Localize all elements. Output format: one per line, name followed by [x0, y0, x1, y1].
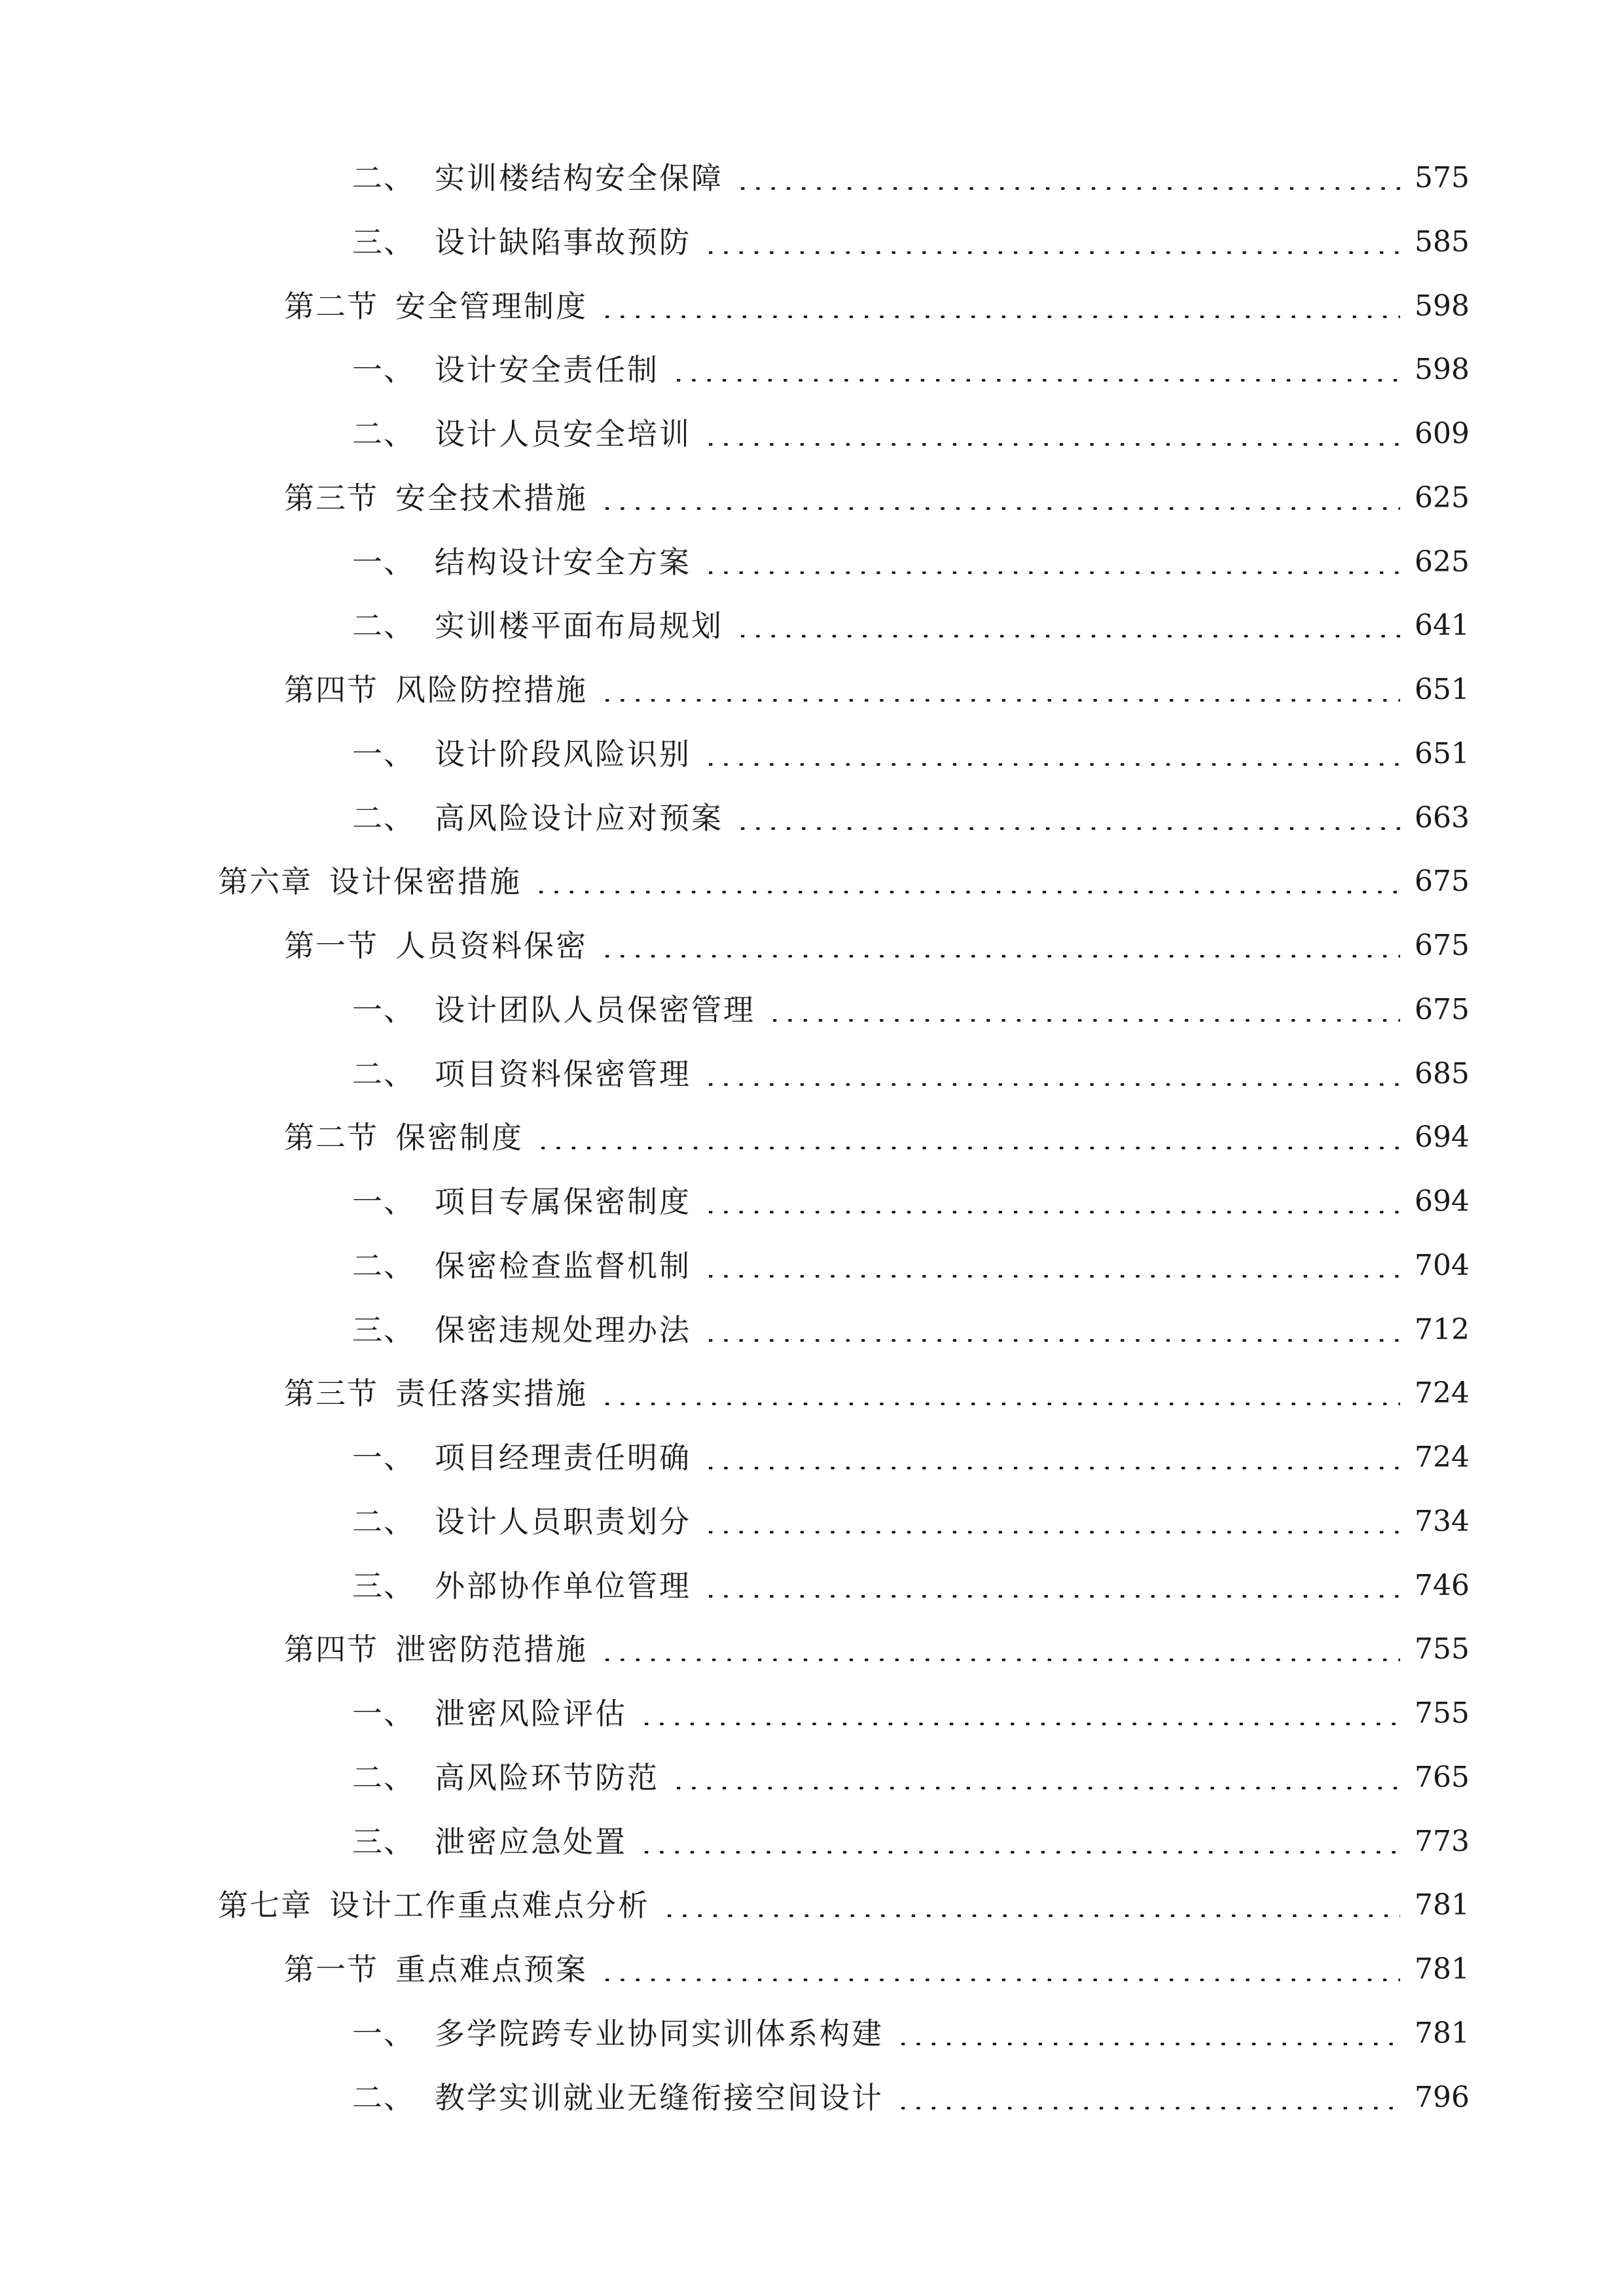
toc-dot-leader — [703, 1083, 1400, 1086]
toc-page-number: 781 — [1415, 1888, 1470, 1922]
toc-dot-leader — [703, 251, 1400, 254]
toc-entry-title: 泄密风险评估 — [435, 1696, 627, 1731]
toc-page-number: 781 — [1415, 2017, 1470, 2050]
toc-entry-title: 高风险设计应对预案 — [435, 800, 723, 836]
toc-entry-title: 设计人员职责划分 — [435, 1504, 691, 1539]
toc-subsection-entry[interactable] — [352, 1175, 1470, 1228]
toc-entry-title: 安全管理制度 — [395, 289, 588, 324]
toc-dot-leader — [703, 1211, 1400, 1213]
toc-entry-title: 重点难点预案 — [395, 1952, 588, 1987]
toc-subsection-entry[interactable] — [352, 792, 1470, 844]
toc-entry-number: 二、 — [352, 1760, 415, 1795]
toc-dot-leader — [767, 1019, 1400, 1022]
toc-page-number: 781 — [1415, 1952, 1470, 1986]
toc-entry-number: 第二节 — [284, 289, 378, 324]
toc-entry-number: 第三节 — [284, 480, 378, 516]
toc-dot-leader — [600, 1659, 1400, 1661]
toc-entry-number: 三、 — [352, 224, 415, 260]
toc-entry-title: 设计保密措施 — [329, 864, 522, 899]
toc-section-entry[interactable] — [284, 664, 1470, 716]
toc-dot-leader — [703, 443, 1400, 446]
toc-entry-number: 第四节 — [284, 1632, 378, 1667]
toc-page-number: 755 — [1415, 1632, 1470, 1666]
toc-entry-number: 第一节 — [284, 1952, 378, 1987]
toc-page-number: 675 — [1415, 865, 1470, 898]
toc-subsection-entry[interactable] — [352, 600, 1470, 652]
toc-entry-title: 设计工作重点难点分析 — [329, 1888, 650, 1923]
toc-page-number: 625 — [1415, 481, 1470, 514]
toc-page-number: 765 — [1415, 1761, 1470, 1794]
toc-entry-title: 项目经理责任明确 — [435, 1440, 691, 1475]
toc-page-number: 685 — [1415, 1057, 1470, 1090]
toc-entry-number: 二、 — [352, 416, 415, 452]
toc-dot-leader — [535, 1147, 1400, 1149]
toc-entry-number: 二、 — [352, 608, 415, 643]
toc-dot-leader — [735, 827, 1400, 830]
toc-subsection-entry[interactable] — [352, 1431, 1470, 1484]
toc-subsection-entry[interactable] — [352, 1687, 1470, 1740]
toc-dot-leader — [703, 763, 1400, 766]
toc-page-number: 746 — [1415, 1569, 1470, 1602]
toc-page-number: 609 — [1415, 417, 1470, 450]
toc-page-number: 712 — [1415, 1313, 1470, 1346]
toc-page-number: 575 — [1415, 161, 1470, 194]
toc-page-number: 755 — [1415, 1696, 1470, 1730]
toc-entry-title: 项目专属保密制度 — [435, 1184, 691, 1219]
toc-entry-number: 一、 — [352, 1440, 415, 1475]
toc-page-number: 641 — [1415, 609, 1470, 642]
toc-entry-title: 教学实训就业无缝衔接空间设计 — [435, 2080, 884, 2115]
toc-entry-title: 外部协作单位管理 — [435, 1568, 691, 1604]
toc-entry-number: 第三节 — [284, 1376, 378, 1411]
toc-dot-leader — [639, 1723, 1400, 1725]
toc-entry-number: 三、 — [352, 1568, 415, 1604]
toc-entry-number: 第七章 — [218, 1888, 312, 1923]
toc-entry-number: 一、 — [352, 1696, 415, 1731]
toc-subsection-entry[interactable] — [352, 984, 1470, 1036]
toc-entry-number: 第二节 — [284, 1120, 378, 1155]
toc-dot-leader — [703, 571, 1400, 574]
toc-subsection-entry[interactable] — [352, 216, 1470, 268]
toc-subsection-entry[interactable] — [352, 536, 1470, 588]
toc-page-number: 651 — [1415, 673, 1470, 706]
toc-dot-leader — [662, 1914, 1400, 1917]
toc-entry-number: 二、 — [352, 1248, 415, 1283]
toc-dot-leader — [600, 1979, 1400, 1981]
toc-dot-leader — [600, 955, 1400, 958]
toc-subsection-entry[interactable] — [352, 1751, 1470, 1804]
toc-dot-leader — [735, 187, 1400, 190]
toc-dot-leader — [671, 1787, 1400, 1789]
toc-dot-leader — [600, 315, 1400, 318]
toc-entry-title: 项目资料保密管理 — [435, 1056, 691, 1092]
toc-dot-leader — [671, 379, 1400, 382]
toc-page-number: 675 — [1415, 993, 1470, 1026]
toc-entry-title: 人员资料保密 — [395, 928, 588, 963]
toc-entry-number: 三、 — [352, 1312, 415, 1348]
toc-entry-title: 多学院跨专业协同实训体系构建 — [435, 2016, 884, 2051]
toc-entry-number: 一、 — [352, 736, 415, 772]
toc-subsection-entry[interactable] — [352, 2007, 1470, 2060]
toc-page-number: 734 — [1415, 1505, 1470, 1538]
toc-page-number: 625 — [1415, 545, 1470, 579]
toc-subsection-entry[interactable] — [352, 408, 1470, 460]
toc-page-number: 796 — [1415, 2081, 1470, 2114]
toc-entry-number: 第六章 — [218, 864, 312, 899]
toc-entry-number: 二、 — [352, 160, 415, 196]
toc-entry-title: 风险防控措施 — [395, 672, 588, 708]
toc-subsection-entry[interactable] — [352, 1816, 1470, 1868]
toc-entry-number: 一、 — [352, 352, 415, 387]
toc-subsection-entry[interactable] — [352, 1240, 1470, 1292]
toc-page-number: 704 — [1415, 1249, 1470, 1282]
toc-subsection-entry[interactable] — [352, 344, 1470, 396]
toc-page-number: 724 — [1415, 1376, 1470, 1410]
toc-entry-title: 设计团队人员保密管理 — [435, 992, 755, 1028]
toc-entry-number: 二、 — [352, 1504, 415, 1539]
toc-subsection-entry[interactable] — [352, 1496, 1470, 1548]
toc-page-number: 598 — [1415, 289, 1470, 323]
toc-entry-number: 三、 — [352, 1824, 415, 1859]
toc-page-number: 675 — [1415, 929, 1470, 962]
toc-entry-title: 保密违规处理办法 — [435, 1312, 691, 1348]
toc-subsection-entry[interactable] — [352, 1560, 1470, 1612]
toc-dot-leader — [735, 635, 1400, 637]
toc-entry-title: 安全技术措施 — [395, 480, 588, 516]
toc-page-number: 773 — [1415, 1825, 1470, 1858]
toc-page-number: 663 — [1415, 801, 1470, 834]
toc-chapter-entry[interactable] — [218, 1879, 1470, 1931]
toc-entry-number: 一、 — [352, 545, 415, 580]
toc-entry-number: 二、 — [352, 1056, 415, 1092]
toc-dot-leader — [639, 1851, 1400, 1854]
toc-dot-leader — [895, 2107, 1400, 2109]
toc-entry-number: 一、 — [352, 1184, 415, 1219]
toc-dot-leader — [600, 699, 1400, 702]
toc-dot-leader — [703, 1595, 1400, 1598]
toc-page-number: 694 — [1415, 1121, 1470, 1154]
toc-entry-number: 一、 — [352, 2016, 415, 2051]
toc-entry-title: 结构设计安全方案 — [435, 545, 691, 580]
toc-section-entry[interactable] — [284, 472, 1470, 524]
toc-dot-leader — [703, 1467, 1400, 1469]
toc-page-number: 585 — [1415, 225, 1470, 259]
toc-entry-number: 二、 — [352, 2080, 415, 2115]
toc-entry-title: 设计阶段风险识别 — [435, 736, 691, 772]
toc-entry-title: 实训楼平面布局规划 — [435, 608, 723, 643]
toc-subsection-entry[interactable] — [352, 1304, 1470, 1356]
toc-page-number: 724 — [1415, 1441, 1470, 1474]
toc-subsection-entry[interactable] — [352, 2072, 1470, 2124]
toc-entry-number: 二、 — [352, 800, 415, 836]
toc-entry-title: 设计人员安全培训 — [435, 416, 691, 452]
toc-entry-number: 第一节 — [284, 928, 378, 963]
toc-dot-leader — [703, 1275, 1400, 1278]
toc-entry-title: 保密制度 — [395, 1120, 524, 1155]
toc-section-entry[interactable] — [284, 1943, 1470, 1996]
toc-entry-title: 实训楼结构安全保障 — [435, 160, 723, 196]
toc-entry-title: 泄密防范措施 — [395, 1632, 588, 1667]
toc-subsection-entry[interactable] — [352, 1048, 1470, 1100]
toc-section-entry[interactable] — [284, 280, 1470, 332]
toc-dot-leader — [600, 507, 1400, 510]
toc-subsection-entry[interactable] — [352, 152, 1470, 204]
toc-dot-leader — [895, 2043, 1400, 2045]
toc-dot-leader — [703, 1531, 1400, 1534]
toc-entry-title: 高风险环节防范 — [435, 1760, 659, 1795]
toc-section-entry[interactable] — [284, 1623, 1470, 1676]
toc-entry-title: 责任落实措施 — [395, 1376, 588, 1411]
toc-page-number: 694 — [1415, 1185, 1470, 1218]
toc-section-entry[interactable] — [284, 1367, 1470, 1420]
toc-dot-leader — [533, 891, 1400, 893]
toc-dot-leader — [600, 1403, 1400, 1405]
toc-entry-title: 保密检查监督机制 — [435, 1248, 691, 1283]
toc-entry-number: 第四节 — [284, 672, 378, 708]
toc-page-number: 651 — [1415, 737, 1470, 770]
toc-chapter-entry[interactable] — [218, 855, 1470, 908]
toc-entry-number: 一、 — [352, 992, 415, 1028]
toc-entry-title: 设计缺陷事故预防 — [435, 224, 691, 260]
toc-section-entry[interactable] — [284, 920, 1470, 972]
toc-section-entry[interactable] — [284, 1111, 1470, 1164]
toc-entry-title: 设计安全责任制 — [435, 352, 659, 387]
toc-entry-title: 泄密应急处置 — [435, 1824, 627, 1859]
toc-dot-leader — [703, 1339, 1400, 1342]
toc-page-number: 598 — [1415, 353, 1470, 386]
toc-subsection-entry[interactable] — [352, 728, 1470, 780]
